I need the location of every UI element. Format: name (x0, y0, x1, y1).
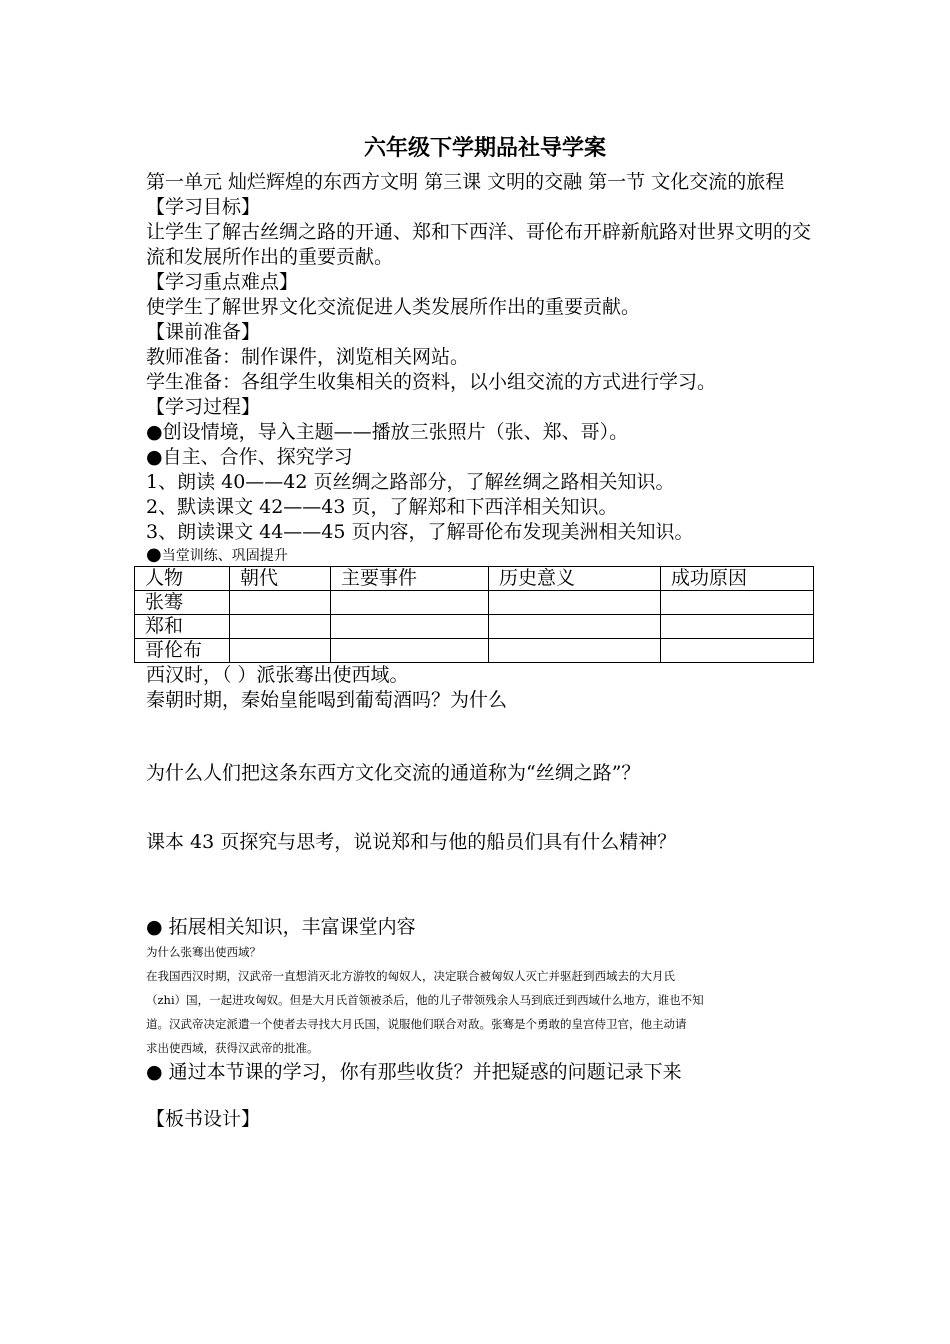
table-header-cell: 成功原因 (661, 567, 814, 591)
answer-space (146, 1085, 816, 1107)
objective-text: 让学生了解古丝绸之路的开通、郑和下西洋、哥伦布开辟新航路对世界文明的交流和发展所作出的重要贡献。 (146, 221, 812, 268)
table-cell (489, 639, 661, 663)
table-row (135, 639, 814, 663)
table-cell (661, 615, 814, 639)
table-cell (489, 615, 661, 639)
answer-space (146, 855, 816, 915)
table-cell (661, 639, 814, 663)
prep-teacher: 教师准备：制作课件，浏览相关网站。 (146, 346, 470, 368)
key-text: 使学生了解世界文化交流促进人类发展所作出的重要贡献。 (146, 296, 641, 318)
task-2: 2、默读课文 42——43 页，了解郑和下西洋相关知识。 (146, 496, 618, 518)
question-4: 课本 43 页探究与思考，说说郑和与他的船员们具有什么精神？ (146, 831, 677, 853)
table-header-cell: 主要事件 (331, 567, 489, 591)
extend-question: 为什么张骞出使西域？ (146, 945, 261, 959)
prep-student: 学生准备：各组学生收集相关的资料，以小组交流的方式进行学习。 (146, 371, 717, 393)
process-heading: 【学习过程】 (146, 396, 261, 418)
extend-heading: ● 拓展相关知识，丰富课堂内容 (146, 916, 416, 938)
table-header-cell: 历史意义 (489, 567, 661, 591)
question-2: 秦朝时期，秦始皇能喝到葡萄酒吗？为什么 (146, 689, 508, 711)
table-cell: 郑和 (135, 615, 230, 639)
extend-line: 在我国西汉时期，汉武帝一直想消灭北方游牧的匈奴人，决定联合被匈奴人灭亡并驱赶到西域去的大月氏 (146, 969, 675, 983)
table-header-cell: 人物 (135, 567, 230, 591)
table-header-cell: 朝代 (230, 567, 331, 591)
extend-line: 道。汉武帝决定派遣一个使者去寻找大月氏国，说服他们联合对敌。张骞是个勇敢的皇宫侍卫官，他主动请 (146, 1017, 687, 1031)
answer-space (146, 786, 816, 830)
table-cell (331, 639, 489, 663)
table-cell: 张骞 (135, 591, 230, 615)
table-cell (230, 615, 331, 639)
table-header-row (135, 567, 814, 591)
prep-heading: 【课前准备】 (146, 321, 261, 343)
practice-line (146, 545, 816, 566)
board-heading: 【板书设计】 (146, 1108, 261, 1130)
key-heading: 【学习重点难点】 (146, 271, 299, 293)
table-row (135, 591, 814, 615)
table-row (135, 615, 814, 639)
summary-prompt: ● 通过本节课的学习，你有那些收货？并把疑惑的问题记录下来 (146, 1061, 682, 1083)
step-self: ●自主、合作、探究学习 (146, 446, 353, 468)
task-3: 3、朗读课文 44——45 页内容，了解哥伦布发现美洲相关知识。 (146, 521, 694, 543)
table-cell (489, 591, 661, 615)
table-cell (230, 639, 331, 663)
objective-heading: 【学习目标】 (146, 196, 261, 218)
extend-line: （zhi）国，一起进攻匈奴。但是大月氏首领被杀后，他的儿子带领残余人马到底迁到西域什么地方，谁也不知 (146, 993, 704, 1007)
extend-line: 求出使西域，获得汉武帝的批准。 (146, 1041, 319, 1055)
table-cell (230, 591, 331, 615)
table-cell (331, 615, 489, 639)
answer-space (146, 713, 816, 761)
document-page (146, 130, 816, 1132)
step-intro: ●创设情境，导入主题——播放三张照片（张、郑、哥）。 (146, 421, 629, 443)
practice-label: 当堂训练、巩固提升 (161, 548, 288, 564)
bullet-icon: ● (146, 544, 162, 565)
question-1: 西汉时，（ ）派张骞出使西域。 (146, 664, 409, 686)
question-3: 为什么人们把这条东西方文化交流的通道称为“丝绸之路”？ (146, 762, 641, 784)
table-cell (661, 591, 814, 615)
page-title: 六年级下学期品社导学案 (363, 135, 606, 161)
table-cell: 哥伦布 (135, 639, 230, 663)
task-1: 1、朗读 40——42 页丝绸之路部分，了解丝绸之路相关知识。 (146, 471, 675, 493)
unit-line: 第一单元 灿烂辉煌的东西方文明 第三课 文明的交融 第一节 文化交流的旅程 (146, 171, 785, 193)
history-table (134, 566, 814, 663)
table-cell (331, 591, 489, 615)
